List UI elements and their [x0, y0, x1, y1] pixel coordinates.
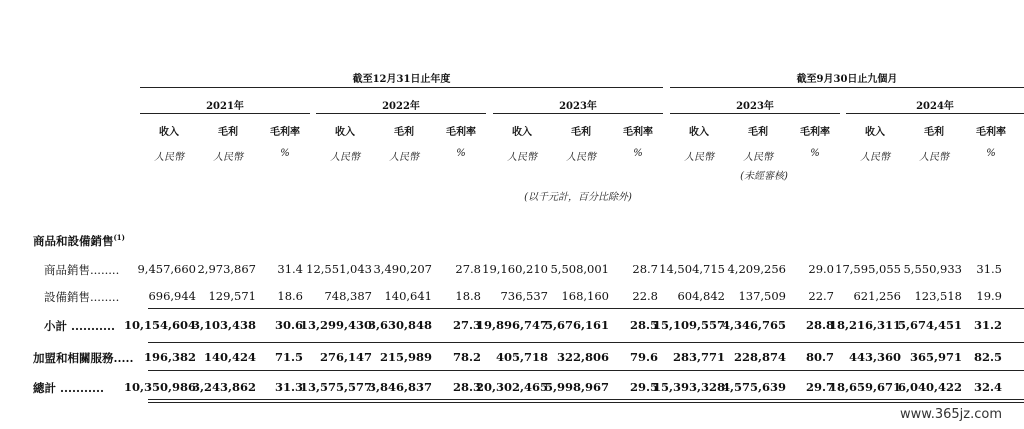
unit-label: 人民幣: [860, 152, 890, 163]
table-cell: 29.7: [805, 380, 834, 394]
units-note: (以千元計，百分比除外): [524, 192, 632, 203]
table-cell: 4,575,639: [721, 380, 786, 394]
table-cell: 9,457,660: [137, 262, 196, 276]
table-cell: 3,243,862: [191, 380, 256, 394]
table-cell: 3,103,438: [191, 318, 256, 332]
column-header: 毛利: [748, 127, 768, 138]
table-cell: 32.4: [973, 380, 1002, 394]
total-double-rule-2: [148, 402, 1024, 403]
unit-label: %: [280, 148, 290, 159]
table-cell: 71.5: [274, 350, 303, 364]
table-cell: 5,550,933: [903, 262, 962, 276]
column-header: 毛利率: [623, 127, 653, 138]
table-cell: 215,989: [379, 350, 432, 364]
column-header: 毛利: [218, 127, 238, 138]
table-cell: 28.3: [452, 380, 481, 394]
table-cell: 5,674,451: [897, 318, 962, 332]
table-cell: 13,575,577: [299, 380, 372, 394]
unit-label: 人民幣: [330, 152, 360, 163]
unit-label: 人民幣: [154, 152, 184, 163]
column-header: 毛利率: [446, 127, 476, 138]
column-header: 毛利: [571, 127, 591, 138]
table-cell: 18,659,671: [828, 380, 901, 394]
total-rule: [148, 370, 1024, 371]
column-header: 收入: [689, 127, 709, 138]
table-cell: 621,256: [853, 289, 901, 303]
table-cell: 736,537: [500, 289, 548, 303]
unit-label: 人民幣: [389, 152, 419, 163]
table-cell: 29.5: [629, 380, 658, 394]
column-header: 毛利: [924, 127, 944, 138]
section-title: 商品和設備銷售$^{(1)}$: [33, 233, 125, 248]
table-cell: 5,508,001: [550, 262, 609, 276]
table-cell: 322,806: [556, 350, 609, 364]
table-cell: 82.5: [973, 350, 1002, 364]
table-cell: 30.6: [274, 318, 303, 332]
table-cell: 31.2: [973, 318, 1002, 332]
column-header: 收入: [335, 127, 355, 138]
table-cell: 18.8: [455, 289, 481, 303]
table-cell: 27.3: [452, 318, 481, 332]
table-cell: 13,299,430: [299, 318, 372, 332]
table-cell: 140,424: [203, 350, 256, 364]
table-cell: 10,350,986: [123, 380, 196, 394]
table-cell: 123,518: [914, 289, 962, 303]
row-label: 總計 ...........: [33, 381, 105, 395]
header-rule: [140, 87, 663, 88]
table-cell: 18.6: [277, 289, 303, 303]
table-cell: 365,971: [909, 350, 962, 364]
table-cell: 15,393,328: [652, 380, 725, 394]
period-group-2023: 2023年: [736, 101, 774, 112]
column-header: 收入: [159, 127, 179, 138]
table-cell: 22.7: [808, 289, 834, 303]
table-cell: 17,595,055: [835, 262, 901, 276]
table-cell: 80.7: [805, 350, 834, 364]
table-cell: 6,040,422: [897, 380, 962, 394]
column-header: 毛利: [394, 127, 414, 138]
table-cell: 18,216,311: [828, 318, 901, 332]
table-cell: 29.0: [808, 262, 834, 276]
table-cell: 283,771: [672, 350, 725, 364]
table-cell: 696,944: [148, 289, 196, 303]
unit-label: 人民幣: [566, 152, 596, 163]
table-cell: 19,160,210: [482, 262, 548, 276]
group-rule: [140, 113, 310, 114]
table-cell: 276,147: [319, 350, 372, 364]
unit-label: %: [633, 148, 643, 159]
column-header: 毛利率: [800, 127, 830, 138]
table-cell: 79.6: [629, 350, 658, 364]
row-label: 商品銷售........: [44, 263, 120, 277]
table-cell: 228,874: [733, 350, 786, 364]
table-cell: 748,387: [324, 289, 372, 303]
nine-month-header: 截至9月30日止九個月: [796, 74, 898, 85]
table-cell: 196,382: [143, 350, 196, 364]
year-group-2021: 2021年: [206, 101, 244, 112]
column-header: 毛利率: [270, 127, 300, 138]
table-cell: 2,973,867: [197, 262, 256, 276]
table-cell: 443,360: [848, 350, 901, 364]
subtotal-rule-bottom: [148, 342, 1024, 343]
unit-label: 人民幣: [919, 152, 949, 163]
table-cell: 4,209,256: [727, 262, 786, 276]
table-cell: 168,160: [561, 289, 609, 303]
column-header: 收入: [512, 127, 532, 138]
table-cell: 78.2: [452, 350, 481, 364]
table-cell: 27.8: [455, 262, 481, 276]
table-cell: 31.5: [976, 262, 1002, 276]
unit-label: %: [810, 148, 820, 159]
row-label: 加盟和相關服務.....: [33, 351, 134, 365]
table-cell: 3,490,207: [373, 262, 432, 276]
table-cell: 5,998,967: [544, 380, 609, 394]
table-cell: 31.4: [277, 262, 303, 276]
table-cell: 28.7: [632, 262, 658, 276]
subtotal-rule: [148, 308, 1024, 309]
table-cell: 22.8: [632, 289, 658, 303]
table-cell: 140,641: [384, 289, 432, 303]
table-cell: 28.5: [629, 318, 658, 332]
year-group-2023: 2023年: [559, 101, 597, 112]
unaudited-note: (未經審核): [740, 171, 788, 182]
group-rule: [493, 113, 663, 114]
period-group-2024: 2024年: [916, 101, 954, 112]
table-cell: 15,109,557: [652, 318, 725, 332]
column-header: 收入: [865, 127, 885, 138]
table-cell: 3,846,837: [367, 380, 432, 394]
table-cell: 129,571: [208, 289, 256, 303]
table-cell: 3,630,848: [367, 318, 432, 332]
column-header: 毛利率: [976, 127, 1006, 138]
table-cell: 10,154,604: [123, 318, 196, 332]
table-cell: 20,302,465: [475, 380, 548, 394]
table-cell: 4,346,765: [721, 318, 786, 332]
total-double-rule-1: [148, 399, 1024, 400]
watermark: www.365jz.com: [900, 407, 1002, 422]
unit-label: 人民幣: [743, 152, 773, 163]
unit-label: 人民幣: [213, 152, 243, 163]
fiscal-year-header: 截至12月31日止年度: [352, 74, 451, 85]
group-rule: [670, 113, 840, 114]
group-rule: [316, 113, 486, 114]
table-cell: 14,504,715: [659, 262, 725, 276]
row-label: 設備銷售........: [44, 290, 120, 304]
table-cell: 604,842: [677, 289, 725, 303]
table-cell: 12,551,043: [306, 262, 372, 276]
table-cell: 5,676,161: [544, 318, 609, 332]
unit-label: 人民幣: [684, 152, 714, 163]
table-cell: 31.3: [274, 380, 303, 394]
table-cell: 19.9: [976, 289, 1002, 303]
unit-label: 人民幣: [507, 152, 537, 163]
unit-label: %: [456, 148, 466, 159]
table-cell: 405,718: [495, 350, 548, 364]
table-cell: 19,896,747: [475, 318, 548, 332]
unit-label: %: [986, 148, 996, 159]
table-cell: 28.8: [805, 318, 834, 332]
group-rule: [846, 113, 1024, 114]
table-cell: 137,509: [738, 289, 786, 303]
row-label: 小計 ...........: [44, 319, 116, 333]
year-group-2022: 2022年: [382, 101, 420, 112]
header-rule: [670, 87, 1024, 88]
